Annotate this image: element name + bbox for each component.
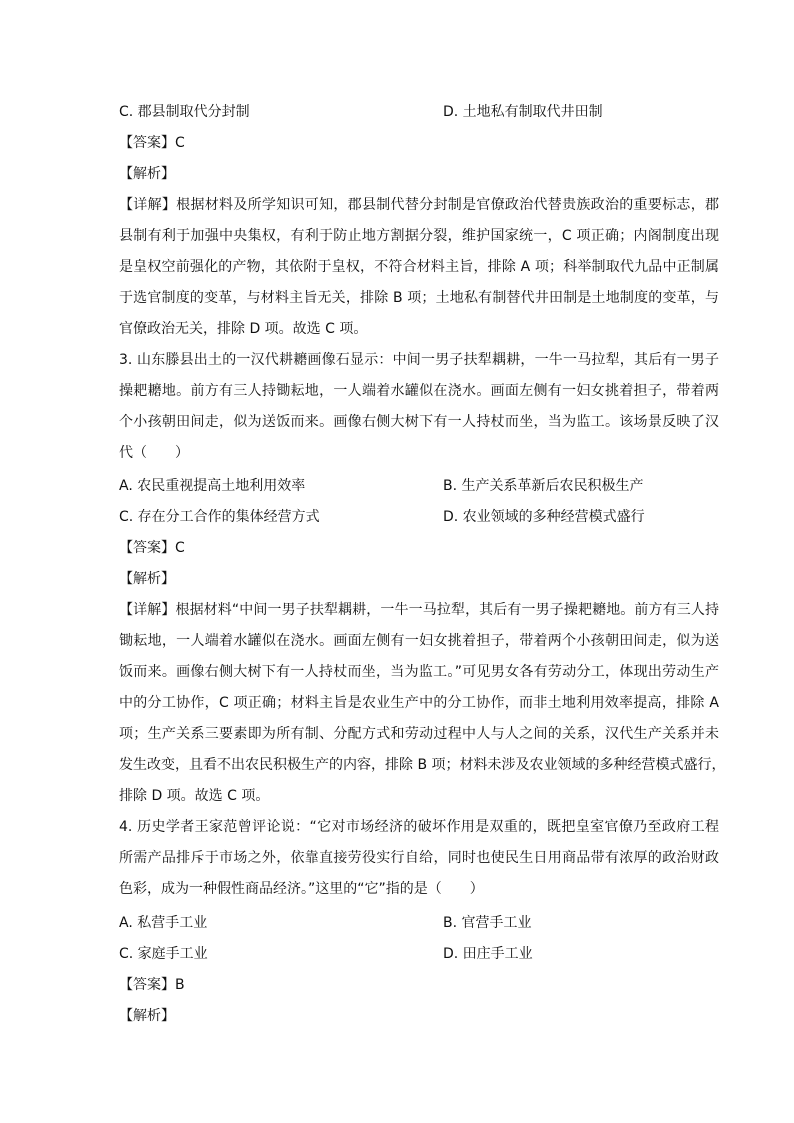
q2-detail-line-4: 于选官制度的变革，与材料主旨无关，排除 B 项；土地私有制替代井田制是土地制度的变革，与 [119, 290, 719, 306]
q3-detail-line-6: 发生改变，且看不出农民积极生产的内容，排除 B 项；材料未涉及农业领域的多种经营模式盛行， [119, 757, 726, 773]
q4-option-d: D. 田庄手工业 [443, 946, 533, 962]
q2-detail-line-3: 是皇权空前强化的产物，其依附于皇权，不符合材料主旨，排除 A 项；科举制取代九品中正制属 [119, 259, 719, 275]
q4-stem-line-1: 4. 历史学者王家范曾评论说：“它对市场经济的破坏作用是双重的，既把皇室官僚乃至政府工程 [119, 819, 719, 835]
q3-detail-line-2: 锄耘地，一人端着水罐似在浇水。画面左侧有一妇女挑着担子，带着两个小孩朝田间走，似为送 [119, 633, 719, 649]
q2-detail-line-2: 县制有利于加强中央集权，有利于防止地方割据分裂，维护国家统一，C 项正确；内阁制度出现 [119, 228, 719, 244]
q4-option-c: C. 家庭手工业 [119, 946, 208, 962]
q3-detail-line-3: 饭而来。画像右侧大树下有一人持杖而坐，当为监工。”可见男女各有劳动分工，体现出劳动生产 [119, 664, 719, 680]
q3-detail-line-7: 排除 D 项。故选 C 项。 [119, 788, 270, 804]
q2-option-d: D. 土地私有制取代井田制 [443, 104, 603, 120]
q3-option-a: A. 农民重视提高土地利用效率 [119, 478, 306, 494]
q3-stem-line-3: 个小孩朝田间走，似为送饭而来。画像右侧大树下有一人持杖而坐，当为监工。该场景反映了汉 [119, 414, 719, 430]
q4-option-b: B. 官营手工业 [443, 915, 532, 931]
q4-stem-line-2: 所需产品排斥于市场之外，依靠直接劳役实行自给，同时也使民生日用商品带有浓厚的政治财政 [119, 850, 719, 866]
q3-stem-line-1: 3. 山东滕县出土的一汉代耕耱画像石显示：中间一男子扶犁耦耕，一牛一马拉犁，其后有一男子 [119, 352, 719, 368]
q2-detail-line-5: 官僚政治无关，排除 D 项。故选 C 项。 [119, 321, 368, 337]
q4-option-a: A. 私营手工业 [119, 915, 208, 931]
q3-detail-line-1: 【详解】根据材料“中间一男子扶犁耦耕，一牛一马拉犁，其后有一男子操耙耱地。前方有三人持 [119, 602, 719, 618]
q4-analysis-heading: 【解析】 [119, 1008, 175, 1024]
q2-option-c: C. 郡县制取代分封制 [119, 104, 250, 120]
q2-detail-line-1: 【详解】根据材料及所学知识可知，郡县制代替分封制是官僚政治代替贵族政治的重要标志，郡 [119, 197, 719, 213]
q4-answer: 【答案】B [119, 977, 185, 993]
q3-answer: 【答案】C [119, 540, 185, 556]
q3-option-c: C. 存在分工合作的集体经营方式 [119, 509, 320, 525]
q3-stem-line-2: 操耙耱地。前方有三人持锄耘地，一人端着水罐似在浇水。画面左侧有一妇女挑着担子，带着两 [119, 383, 719, 399]
q2-analysis-heading: 【解析】 [119, 166, 175, 182]
q3-option-b: B. 生产关系革新后农民积极生产 [443, 478, 644, 494]
q3-detail-line-5: 项；生产关系三要素即为所有制、分配方式和劳动过程中人与人之间的关系，汉代生产关系并未 [119, 726, 719, 742]
q2-answer: 【答案】C [119, 135, 185, 151]
q3-analysis-heading: 【解析】 [119, 571, 175, 587]
q4-stem-line-3: 色彩，成为一种假性商品经济。”这里的“它”指的是（ ） [119, 881, 484, 897]
q3-option-d: D. 农业领域的多种经营模式盛行 [443, 509, 645, 525]
q3-detail-line-4: 中的分工协作，C 项正确；材料主旨是农业生产中的分工协作，而非土地利用效率提高，排除 A [119, 695, 719, 711]
q3-stem-line-4: 代（ ） [119, 445, 189, 461]
